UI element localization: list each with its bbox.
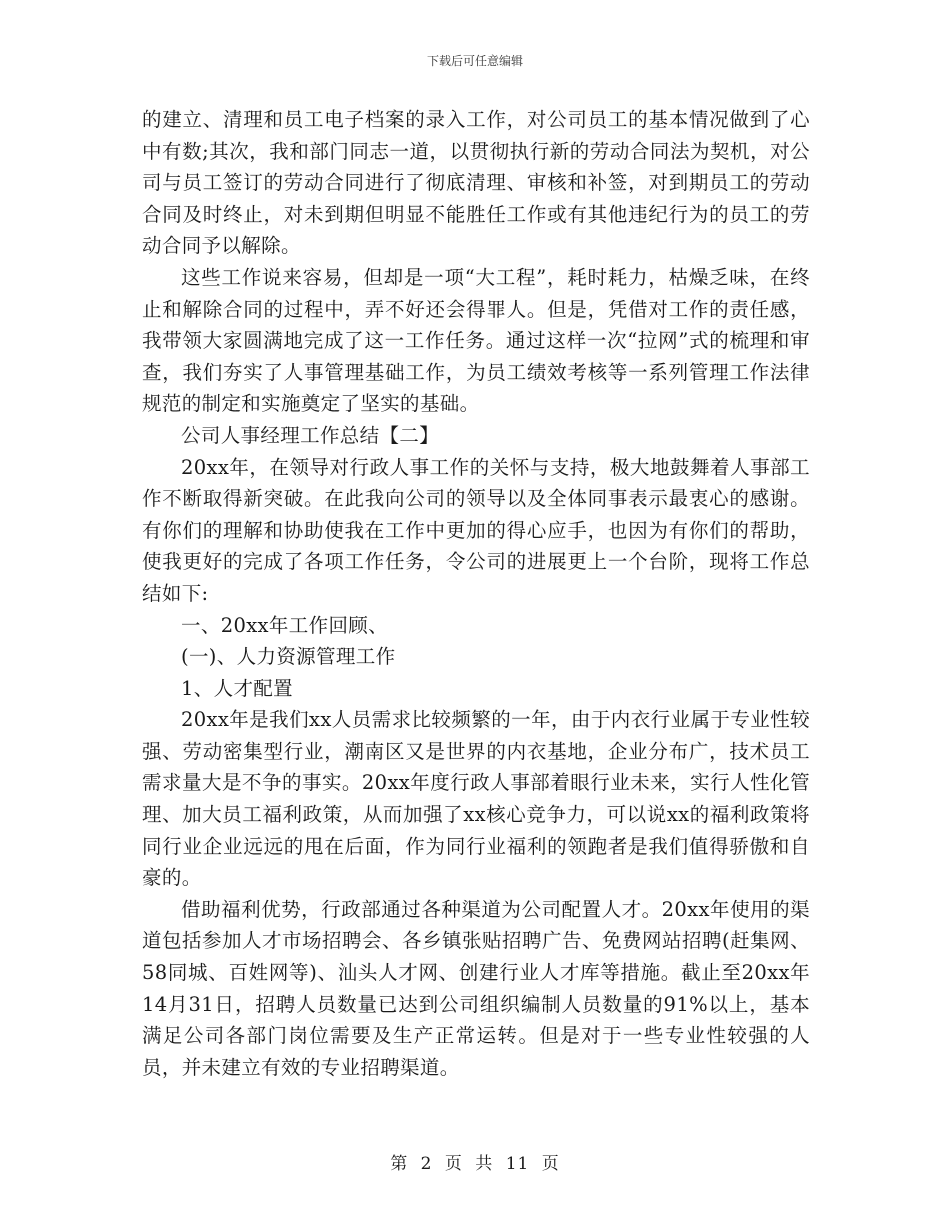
document-body (142, 104, 810, 1083)
page-number-footer: 第 2 页 共 11 页 (390, 1154, 560, 1174)
paragraph-intro-thanks: 20xx年，在领导对行政人事工作的关怀与支持，极大地鼓舞着人事部工作不断取得新突破。在此我向公司的领导以及全体同事表示最衷心的感谢。有你们的理解和协助使我在工作中更加的得心应手，也因为有你们的帮助，使我更好的完成了各项工作任务，令公司的进展更上一个台阶，现将工作总结如下: (142, 455, 810, 605)
heading-talent-allocation: 1、人才配置 (181, 676, 294, 700)
paragraph-contract-cleanup: 的建立、清理和员工电子档案的录入工作，对公司员工的基本情况做到了心中有数;其次，我和部门同志一道，以贯彻执行新的劳动合同法为契机，对公司与员工签订的劳动合同进行了彻底清理、审核和补签，对到期员工的劳动合同及时终止，对未到期但明显不能胜任工作或有其他违纪行为的员工的劳动合同予以解除。 (142, 108, 810, 258)
paragraph-big-project: 这些工作说来容易，但却是一项“大工程”，耗时耗力，枯燥乏味，在终止和解除合同的过程中，弄不好还会得罪人。但是，凭借对工作的责任感，我带领大家圆满地完成了这一工作任务。通过这样一次“拉网”式的梳理和审查，我们夯实了人事管理基础工作，为员工绩效考核等一系列管理工作法律规范的制定和实施奠定了坚实的基础。 (142, 265, 810, 416)
page-header-note: 下载后可任意编辑 (426, 54, 523, 68)
paragraph-recruitment-channels: 借助福利优势，行政部通过各种渠道为公司配置人才。20xx年使用的渠道包括参加人才市场招聘会、各乡镇张贴招聘广告、免费网站招聘(赶集网、58同城、百姓网等)、汕头人才网、创建行业人才库等措施。截止至20xx年14月31日，招聘人员数量已达到公司组织编制人员数量的91%以上，基本满足公司各部门岗位需要及生产正常运转。但是对于一些专业性较强的人员，并未建立有效的专业招聘渠道。 (142, 897, 810, 1079)
heading-hr-management: (一)、人力资源管理工作 (181, 645, 396, 669)
section-title-summary-two: 公司人事经理工作总结【二】 (181, 423, 440, 447)
heading-work-review: 一、20xx年工作回顾、 (181, 613, 389, 637)
paragraph-talent-demand: 20xx年是我们xx人员需求比较频繁的一年，由于内衣行业属于专业性较强、劳动密集型行业，潮南区又是世界的内衣基地，企业分布广，技术员工需求量大是不争的事实。20xx年度行政人事部着眼行业未来，实行人性化管理、加大员工福利政策，从而加强了xx核心竞争力，可以说xx的福利政策将同行业企业远远的甩在后面，作为同行业福利的领跑者是我们值得骄傲和自豪的。 (142, 708, 810, 890)
